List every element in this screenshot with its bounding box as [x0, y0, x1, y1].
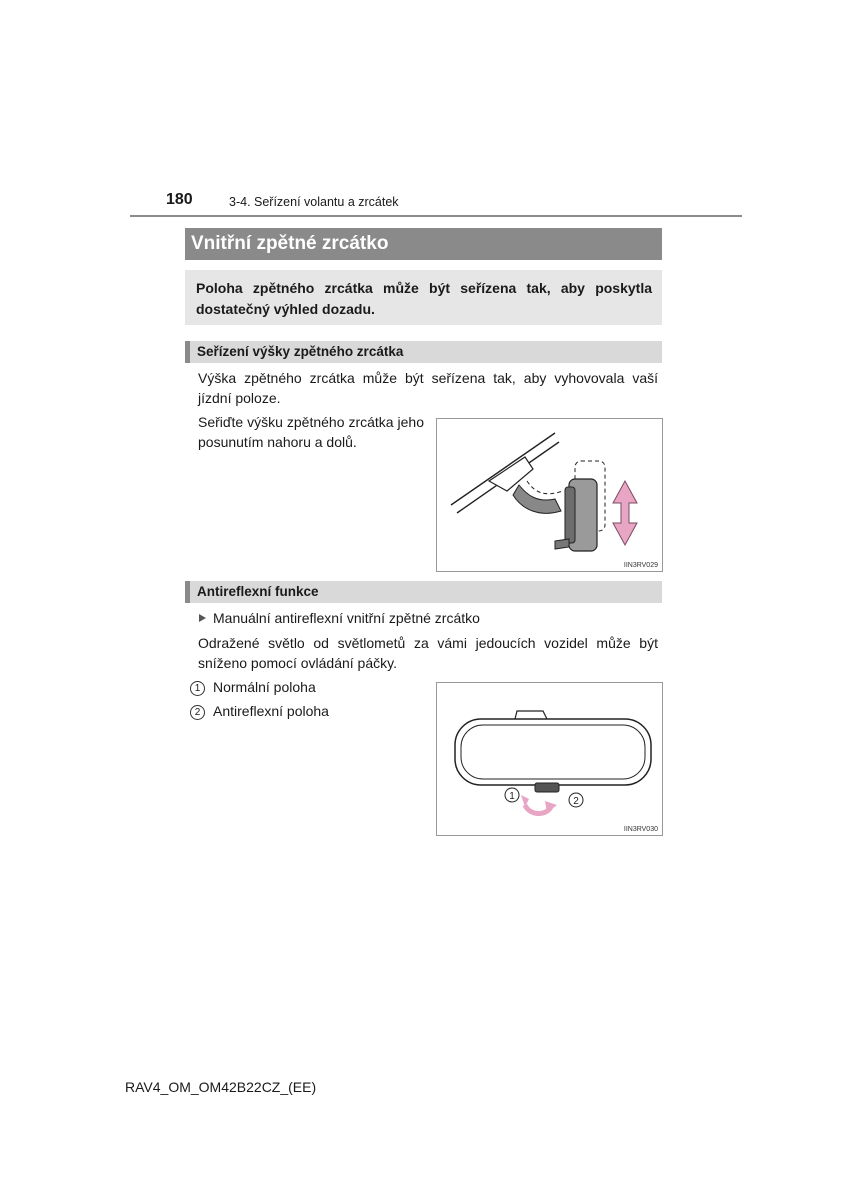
item-label: Normální poloha [213, 679, 316, 695]
footer-doc-id: RAV4_OM_OM42B22CZ_(EE) [125, 1079, 317, 1095]
antireflex-illustration [437, 683, 662, 835]
page-number: 180 [166, 191, 193, 208]
triangle-bullet-icon [199, 614, 206, 622]
figure-code: IIN3RV029 [623, 562, 658, 569]
section-heading-antireflex: Antireflexní funkce [185, 581, 662, 603]
item-label: Antireflexní poloha [213, 703, 329, 719]
bullet-text: Manuální antireflexní vnitřní zpětné zrcátko [213, 610, 480, 626]
figure-mirror-height [436, 418, 663, 572]
section-heading-height-adjust: Seřízení výšky zpětného zrcátka [185, 341, 662, 363]
figure-code: IIN3RV030 [623, 826, 658, 833]
figure-antireflex-lever [436, 682, 663, 836]
mirror-height-illustration [437, 419, 662, 571]
callout-1: 1 [509, 791, 515, 802]
header-rule [130, 215, 742, 217]
list-item [190, 701, 329, 721]
list-item [190, 677, 316, 697]
number-2-icon: 2 [190, 705, 205, 720]
intro-text: Poloha zpětného zrcátka může být seřízena tak, aby poskytla dostatečný výhled dozadu. [185, 270, 662, 325]
antireflex-paragraph: Odražené světlo od světlometů za vámi jedoucích vozidel může být sníženo pomocí ovládání páčky. [198, 635, 658, 671]
section-path: 3-4. Seřízení volantu a zrcátek [229, 195, 399, 209]
callout-2: 2 [573, 796, 579, 807]
page-title: Vnitřní zpětné zrcátko [185, 228, 662, 260]
number-1-icon: 1 [190, 681, 205, 696]
bullet-manual-antireflex [199, 608, 480, 628]
height-adjust-paragraph: Výška zpětného zrcátka může být seřízena tak, aby vyhovovala vaší jízdní poloze. [198, 370, 658, 406]
height-adjust-instruction: Seřiďte výšku zpětného zrcátka jeho posunutím nahoru a dolů. [198, 414, 424, 450]
